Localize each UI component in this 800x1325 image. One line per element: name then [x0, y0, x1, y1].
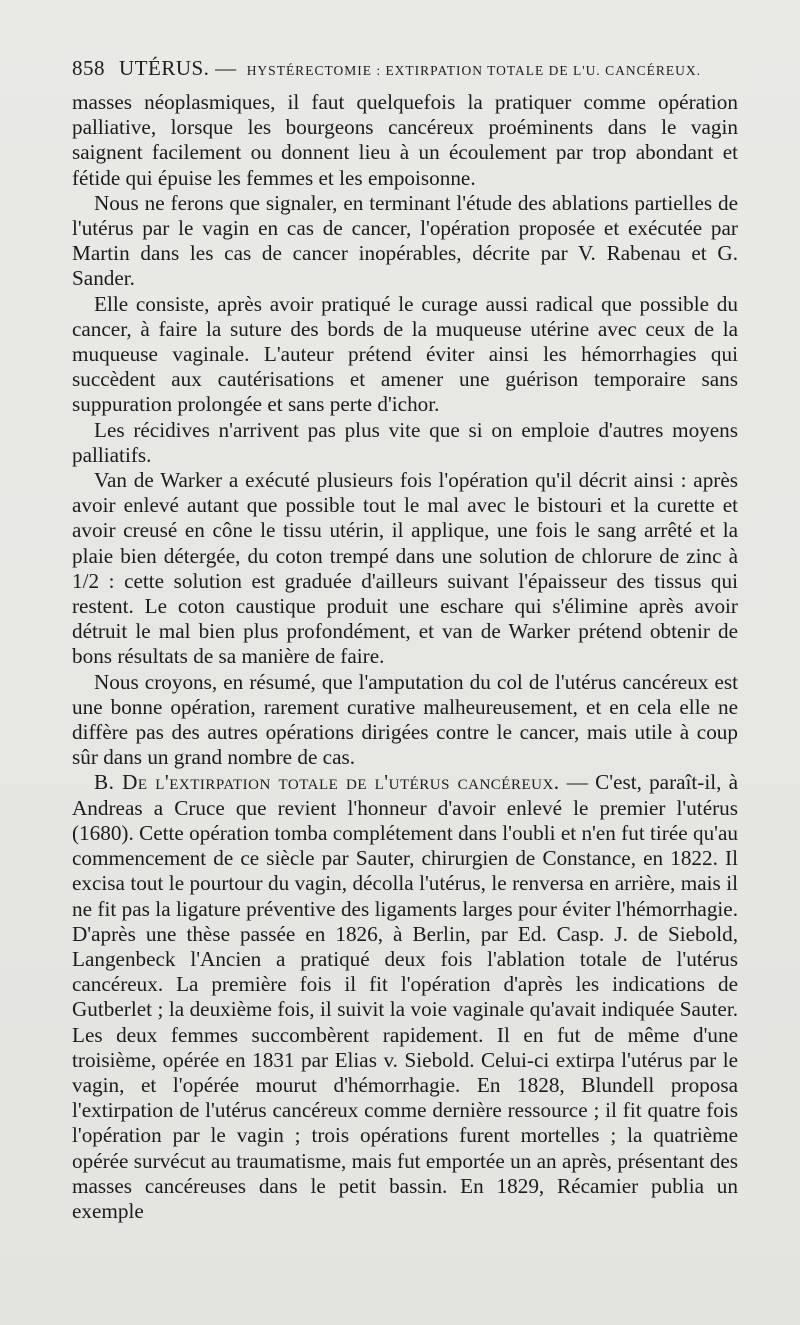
paragraph-section-b: [72, 770, 738, 1224]
paragraph-suture-method: Elle consiste, après avoir pratiqué le curage aussi radical que possible du cancer, à faire la suture des bords de la muqueuse utérine avec ceux de la muqueuse vaginale. L'auteur prétend éviter ainsi les hémorrhagies qui succèdent aux cautérisations et amener une guérison temporaire sans suppuration prolongée et sans perte d'ichor.: [72, 291, 738, 417]
page-number: 858: [72, 56, 105, 80]
section-b-heading: B. De l'extirpation totale de l'utérus cancéreux.: [94, 770, 560, 795]
running-header: [72, 56, 738, 90]
paragraph-van-de-warker: Van de Warker a exécuté plusieurs fois l'opération qu'il décrit ainsi : après avoir enlevé autant que possible tout le mal avec le bistouri et la curette et avoir creusé en cône le tissu utérin, il applique, une fois le sang arrêté et la plaie bien détergée, du coton trempé dans une solution de chlorure de zinc à 1/2 : cette solution est graduée d'ailleurs suivant l'épaisseur des tissus qui restent. Le coton caustique produit une eschare qui s'élimine après avoir détruit le mal bien plus profondément, et van de Warker prétend obtenir de bons résultats de sa manière de faire.: [72, 468, 738, 669]
header-subtitle: HYSTÉRECTOMIE : EXTIRPATION TOTALE DE L'U. CANCÉREUX.: [246, 63, 702, 78]
body-text: [72, 90, 738, 1224]
paragraph-recurrence: Les récidives n'arrivent pas plus vite que si on emploie d'autres moyens palliatifs.: [72, 417, 738, 467]
paragraph-continuation: masses néoplasmiques, il faut quelquefois la pratiquer comme opération palliative, lorsque les bourgeons cancéreux proéminents dans le vagin saignent facilement ou donnent lieu à un écoulement par trop abondant et fétide qui épuise les femmes et les empoisonne.: [72, 90, 738, 190]
paragraph-summary: Nous croyons, en résumé, que l'amputation du col de l'utérus cancéreux est une bonne opération, rarement curative malheureusement, et en cela elle ne diffère pas des autres opérations dirigées contre le cancer, mais utile à coup sûr dans un grand nombre de cas.: [72, 669, 738, 770]
paragraph-martin-operation: Nous ne ferons que signaler, en terminant l'étude des ablations partielles de l'utérus par le vagin en cas de cancer, l'opération proposée et exécutée par Martin dans les cas de cancer inopérables, décrite par V. Rabenau et G. Sander.: [72, 190, 738, 291]
header-section-title: UTÉRUS. —: [119, 56, 237, 80]
section-b-text: — C'est, paraît-il, à Andreas a Cruce que revient l'honneur d'avoir enlevé le premier l'utérus (1680). Cette opération tomba complétement dans l'oubli et n'en fut tirée qu'au commencement de ce siècle par Sauter, chirurgien de Constance, en 1822. Il excisa tout le pourtour du vagin, décolla l'utérus, le renversa en arrière, mais il ne fit pas la ligature préventive des ligaments larges pour éviter l'hémorrhagie. D'après une thèse passée en 1826, à Berlin, par Ed. Casp. J. de Siebold, Langenbeck l'Ancien a pratiqué deux fois l'ablation totale de l'utérus cancéreux. La première fois il fit l'opération d'après les indications de Gutberlet ; la deuxième fois, il suivit la voie vaginale qu'avait indiquée Sauter. Les deux femmes succombèrent rapidement. Il en fut de même d'une troisième, opérée en 1831 par Elias v. Siebold. Celui-ci extirpa l'utérus par le vagin, et l'opérée mourut d'hémorrhagie. En 1828, Blundell proposa l'extirpation de l'utérus cancéreux comme dernière ressource ; il fit quatre fois l'opération par le vagin ; trois opérations furent mortelles ; la quatrième opérée survécut au traumatisme, mais fut emportée un an après, présentant des masses cancéreuses dans le petit bassin. En 1829, Récamier publia un exemple: [72, 770, 739, 1223]
